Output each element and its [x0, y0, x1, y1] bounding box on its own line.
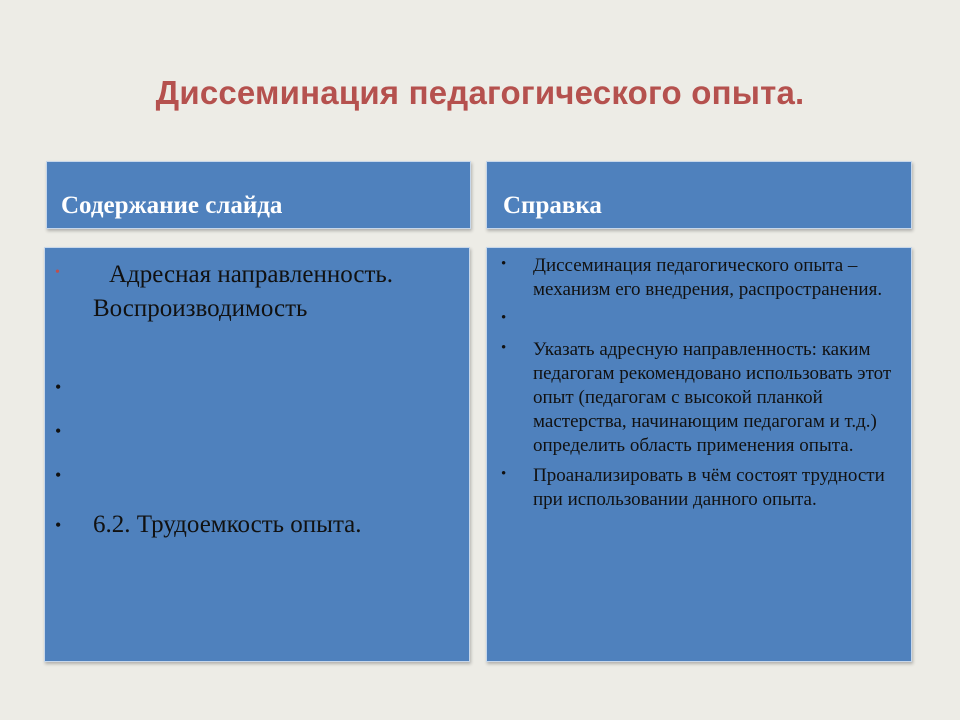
- bullet-icon: •: [55, 421, 62, 441]
- list-item: [501, 338, 911, 458]
- right-content-box: [486, 247, 912, 662]
- right-header-box: [486, 161, 912, 229]
- list-item-text: 6.2. Трудоемкость опыта.: [93, 511, 362, 538]
- bullet-icon: •: [55, 465, 62, 485]
- list-item-text: Проанализировать в чём состоят трудности при использовании данного опыта.: [533, 465, 885, 510]
- bullet-icon: •: [501, 256, 507, 272]
- list-item: [55, 414, 469, 458]
- left-header-box: [46, 161, 471, 229]
- right-header-text: Справка: [503, 192, 602, 219]
- left-bullet-list: [45, 248, 469, 552]
- list-item: [501, 254, 911, 302]
- list-item: [501, 308, 911, 332]
- list-item-text: Указать адресную направленность: каким педагогам рекомендовано использовать этот опыт (педагогам с высокой планкой мастерства, начинающим педагогам и т.д.) определить область применения опыта.: [533, 339, 892, 456]
- list-item: [55, 258, 469, 370]
- list-item: [55, 508, 469, 552]
- list-item: [501, 464, 911, 512]
- left-content-box: [44, 247, 470, 662]
- bullet-icon: •: [501, 340, 507, 356]
- bullet-icon: •: [55, 265, 60, 280]
- bullet-icon: •: [501, 310, 507, 326]
- left-header-text: Содержание слайда: [61, 192, 283, 219]
- bullet-icon: •: [501, 466, 507, 482]
- bullet-icon: •: [55, 515, 62, 535]
- list-item: [55, 458, 469, 502]
- bullet-icon: •: [55, 377, 62, 397]
- list-item: [55, 370, 469, 414]
- slide-title: Диссеминация педагогического опыта.: [155, 74, 805, 111]
- list-item-text: Диссеминация педагогического опыта – механизм его внедрения, распространения.: [533, 255, 883, 300]
- right-bullet-list: [487, 248, 911, 512]
- list-item-text: Адресная направленность. Воспроизводимость: [93, 261, 394, 322]
